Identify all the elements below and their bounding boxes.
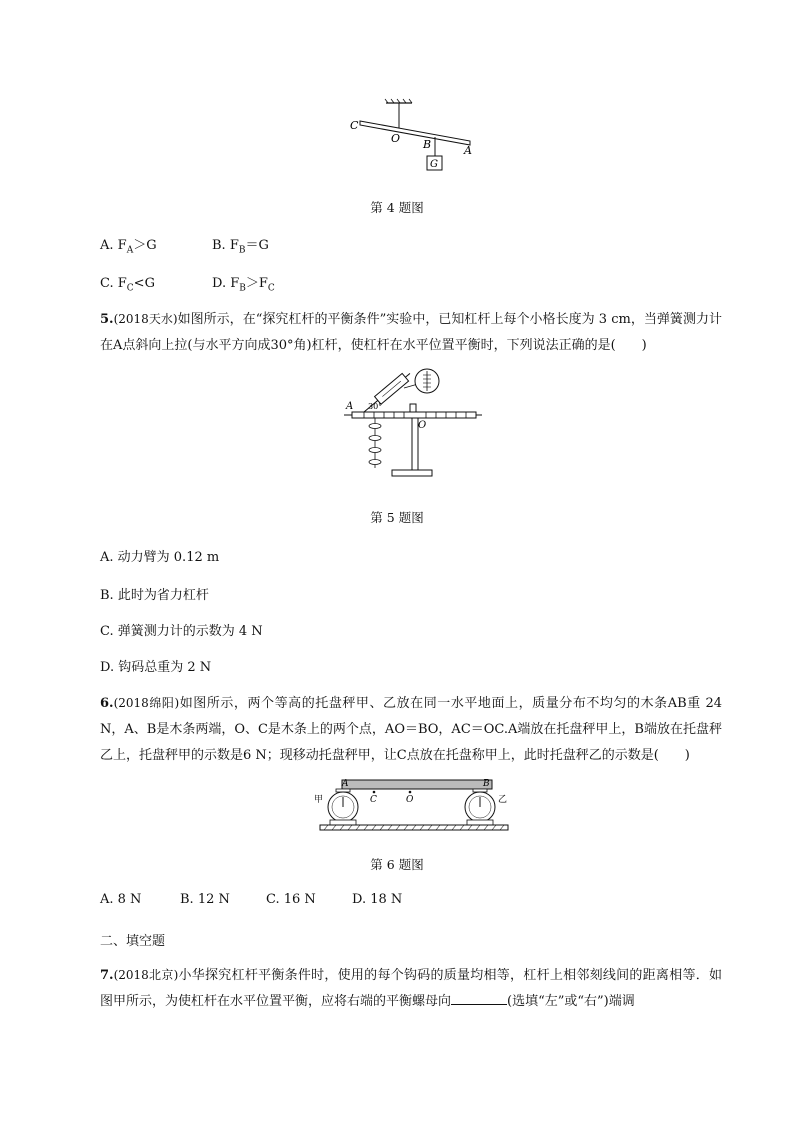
fig4-label-c: C [350, 119, 359, 132]
q7-number: 7. [100, 968, 114, 983]
figure-5-caption: 第 5 题图 [370, 510, 424, 525]
q6-number: 6. [100, 696, 114, 711]
fig5-label-angle: 30° [368, 402, 383, 411]
fig4-label-g: G [430, 159, 438, 170]
q4-option-c: C. $F_C<G$ [100, 276, 155, 294]
q7-text-after: (选填“左”或“右”)端调 [507, 994, 635, 1009]
fig6-label-b: B [483, 779, 490, 789]
q6-options-row [100, 892, 402, 907]
q5-text: 如图所示，在“探究杠杆的平衡条件”实验中，已知杠杆上每个小格长度为 3 cm，当弹簧测力计在A点斜向上拉(与水平方向成30°角)杠杆，使杠杆在水平位置平衡时，下列说法正确的是( ) [100, 312, 723, 353]
section-2-heading: 二、填空题 [100, 934, 166, 949]
q4-options-row-2 [100, 272, 275, 294]
q6-text: 如图所示，两个等高的托盘秤甲、乙放在同一水平地面上，质量分布不均匀的木条AB重 24 N，A、B是木条两端，O、C是木条上的两个点，AO＝BO，AC＝OC.A端放在托盘秤甲上，B端放在托盘秤乙上，托盘秤甲的示数是6 N；现移动托盘秤甲，让C点放在托盘称甲上，此时托盘秤乙的示数是( ) [100, 696, 722, 763]
fig5-label-a: A [346, 401, 354, 412]
fig5-label-o: O [418, 420, 427, 431]
q6-stem [100, 690, 722, 769]
figure-6-caption: 第 6 题图 [370, 857, 424, 872]
fig6-label-yi: 乙 [498, 795, 508, 805]
q6-source: (2018绵阳) [113, 696, 180, 710]
q7-source: (2018北京) [113, 968, 179, 982]
fig4-label-b: B [423, 138, 432, 151]
q4-option-a: A. $F_A>G$ [100, 238, 157, 256]
q4-options-row-1 [100, 234, 269, 256]
figure-4-lever-diagram [340, 96, 480, 176]
figure-4-caption: 第 4 题图 [370, 200, 424, 215]
q6-option-d: D. 18 N [352, 892, 403, 907]
fig6-label-c: C [370, 795, 377, 805]
q5-option-c: C. 弹簧测力计的示数为 4 N [100, 624, 263, 639]
q6-option-c: C. 16 N [266, 892, 316, 907]
q6-option-a: A. 8 N [100, 892, 142, 907]
figure-5-lever-experiment [342, 364, 482, 482]
q5-option-b: B. 此时为省力杠杆 [100, 588, 209, 603]
q5-stem [100, 306, 722, 359]
figure-6-scales-diagram [314, 776, 514, 834]
q7-stem [100, 962, 722, 1015]
q4-option-b: B. $F_B=G$ [212, 238, 269, 256]
q7-text-before: 小华探究杠杆平衡条件时，使用的每个钩码的质量均相等，杠杆上相邻刻线间的距离相等．如图甲所示，为使杠杆在水平位置平衡，应将右端的平衡螺母向 [100, 968, 722, 1009]
q5-number: 5. [100, 312, 114, 327]
q7-answer-blank[interactable] [451, 990, 507, 1005]
q5-option-a: A. 动力臂为 0.12 m [100, 550, 220, 565]
fig6-label-a: A [342, 779, 349, 789]
fig4-label-a: A [464, 144, 472, 157]
q5-option-d: D. 钩码总重为 2 N [100, 660, 212, 675]
q5-source: (2018天水) [113, 312, 178, 326]
fig6-label-o: O [406, 795, 414, 805]
q6-option-b: B. 12 N [180, 892, 230, 907]
fig4-label-o: O [391, 132, 401, 145]
q4-option-d: D. $F_B>F_C$ [212, 276, 275, 294]
fig6-label-jia: 甲 [314, 795, 324, 805]
